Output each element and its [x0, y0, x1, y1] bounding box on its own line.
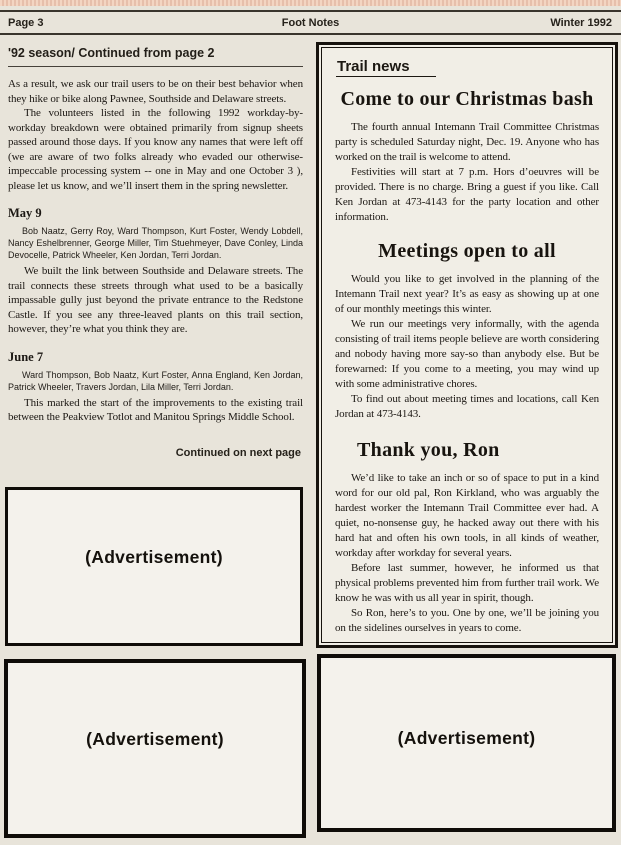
left-column: [8, 44, 303, 459]
workday-entry-may9: [8, 206, 303, 337]
masthead-issue: Winter 1992: [550, 16, 612, 29]
article-paragraph: The fourth annual Intemann Trail Committee Christmas party is scheduled Saturday night, Dec. 19. Anyone who has worked on the trail is welcome to attend.: [335, 121, 599, 163]
intro-paragraph: The volunteers listed in the following 1992 workday-by-workday breakdown were obtained primarily from signup sheets passed around those days. If you know any names that were left off (we are aware of two folks already who evaded our otherwise-impeccable processing system -- one in May and one October 3 ), please let us know, and we’ll insert them in the spring newsletter.: [8, 107, 303, 192]
advertisement-label: (Advertisement): [85, 547, 223, 567]
advertisement-label: (Advertisement): [86, 729, 224, 749]
scan-edge-strip: [0, 0, 621, 6]
article-headline: Come to our Christmas bash: [340, 88, 594, 110]
volunteer-names: Bob Naatz, Gerry Roy, Ward Thompson, Kurt Foster, Wendy Lobdell, Nancy Eshelbrenner, George Miller, Tim Stuehmeyer, Dave Conley, Linda Devocelle, Patrick Wheeler, Ken Jordan, Terri Jordan.: [8, 226, 303, 260]
article-paragraph: Would you like to get involved in the planning of the Intemann Trail next year? It’s as easy as showing up at one of our monthly meetings this winter.: [335, 273, 599, 315]
masthead: [0, 10, 621, 35]
workday-report: We built the link between Southside and Delaware streets. The trail connects these streets through what used to be a basically impassable gully just beyond the private entrance to the Redstone Castle. If you see any three-leaved plants on this trail section, however, they’re what you think they are.: [8, 265, 303, 335]
section-title: '92 season/ Continued from page 2: [8, 44, 303, 67]
article-meetings-open: [335, 240, 599, 422]
article-christmas-bash: [335, 88, 599, 225]
workday-report: This marked the start of the improvements to the existing trail between the Peakview Totlot and Manitou Springs Middle School.: [8, 396, 303, 423]
article-paragraph: Festivities will start at 7 p.m. Hors d’oeuvres will be provided. There is no charge. Bring a guest if you like. Call Ken Jordan at 473-4143 for the party location and other information.: [335, 166, 599, 223]
advertisement-box-3: [317, 654, 616, 832]
article-paragraph: Before last summer, however, he informed us that physical problems prevented him from further trail work. We know he was with us all year in spirit, though.: [335, 562, 599, 604]
advertisement-label: (Advertisement): [397, 727, 536, 748]
article-thank-you-ron: [335, 439, 599, 636]
advertisement-box-1: [5, 487, 303, 646]
intro-paragraph: As a result, we ask our trail users to be on their best behavior when they hike or bike along Pawnee, Southside and Delaware streets.: [8, 78, 303, 105]
continued-note: Continued on next page: [175, 446, 301, 459]
advertisement-box-2: [4, 659, 306, 838]
trail-news-label: Trail news: [336, 58, 436, 77]
workday-date: June 7: [8, 349, 44, 364]
trail-news-box: [316, 42, 618, 648]
masthead-title: Foot Notes: [281, 16, 340, 29]
article-paragraph: So Ron, here’s to you. One by one, we’ll be joining you on the sidelines ourselves in years to come.: [335, 607, 599, 634]
article-paragraph: We’d like to take an inch or so of space to put in a kind word for our old pal, Ron Kirkland, who was arguably the hardest worker the Intemann Trail Committee ever had. A quiet, no-nonsense guy, he hacked away out there with his hard hat and often his own tools, in all kinds of weather, workday after workday for several years.: [335, 472, 599, 559]
workday-date: May 9: [8, 206, 42, 220]
masthead-page-number: Page 3: [8, 16, 44, 29]
article-headline: Meetings open to all: [378, 240, 556, 262]
article-paragraph: We run our meetings very informally, with the agenda consisting of trail items people believe are worth considering and nobody having more say-so than anybody else. But be forewarned: If you come to a meeting, you may wind up with some administrative chores.: [335, 318, 599, 390]
workday-entry-june7: [8, 350, 303, 425]
volunteer-names: Ward Thompson, Bob Naatz, Kurt Foster, Anna England, Ken Jordan, Patrick Wheeler, Travers Jordan, Lila Miller, Terri Jordan.: [8, 369, 303, 392]
trail-news-inner-frame: [321, 47, 613, 643]
article-headline: Thank you, Ron: [357, 439, 500, 461]
article-paragraph: To find out about meeting times and locations, call Ken Jordan at 473-4143.: [335, 393, 599, 420]
